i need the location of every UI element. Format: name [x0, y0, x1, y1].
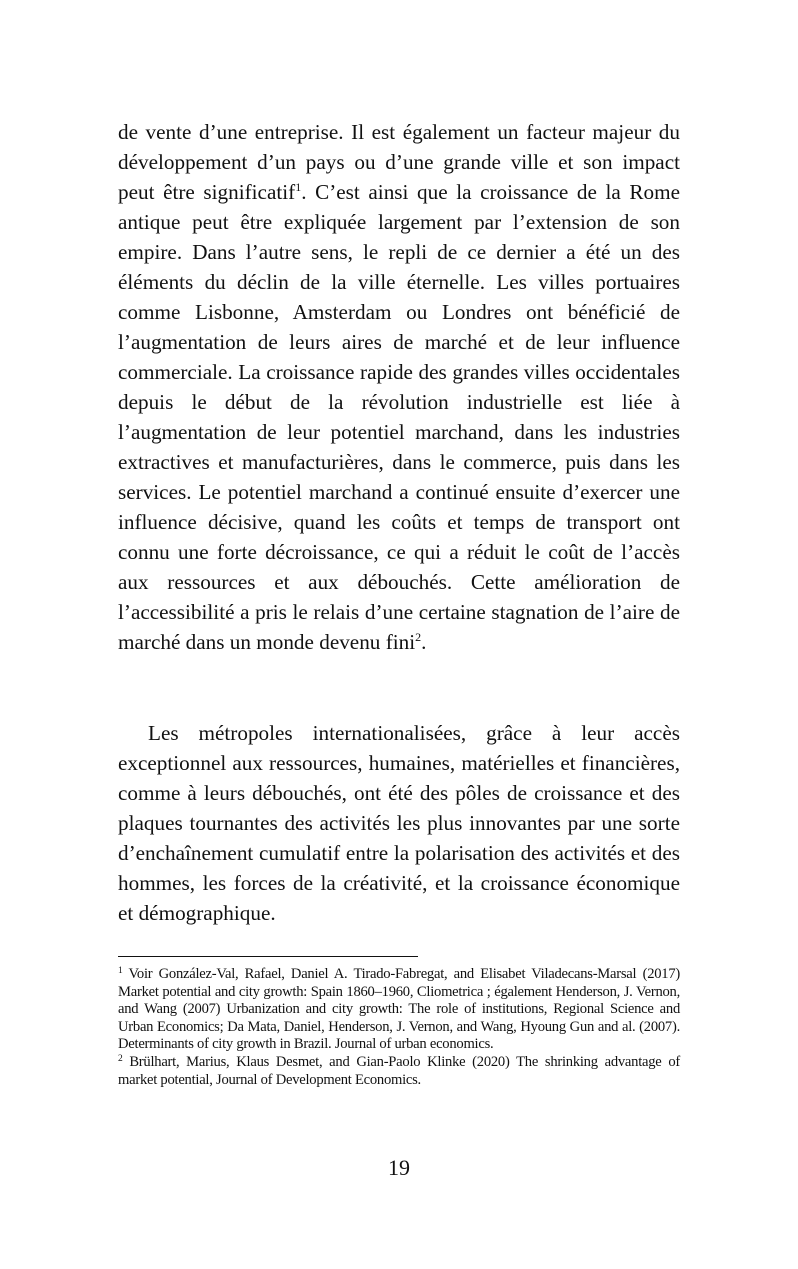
footnote-2-marker: 2	[118, 1053, 123, 1064]
body-paragraph-2: Les métropoles internationalisées, grâce à leur accès exceptionnel aux ressources, humaines, matérielles et financières, comme à leurs débouchés, ont été des pôles de croissance et des plaques tournantes des activités les plus innovantes par une sorte d’enchaînement cumulatif entre la polarisation des activités et des hommes, les forces de la créativité, et la croissance économique et démographique.	[118, 721, 680, 925]
footnote-reference-1[interactable]: 1	[295, 180, 302, 194]
paragraph-1-text-part-1: de vente d’une entreprise. Il est également un facteur majeur du développement d’un pays ou d’une grande ville et son impact peut être significatif	[118, 120, 680, 204]
footnote-2-text: Brülhart, Marius, Klaus Desmet, and Gian-Paolo Klinke (2020) The shrinking advantage of market potential, Journal of Development Economics.	[118, 1053, 680, 1088]
page-number: 19	[388, 1155, 410, 1180]
footnote-2	[118, 1054, 680, 1089]
body-paragraph-1	[118, 117, 680, 657]
paragraph-1-text-part-2: . C’est ainsi que la croissance de la Rome antique peut être expliquée largement par l’extension de son empire. Dans l’autre sens, le repli de ce dernier a été un des éléments du déclin de la ville éternelle. Les villes portuaires comme Lisbonne, Amsterdam ou Londres ont bénéficié de l’augmentation de leurs aires de marché et de leur influence commerciale. La croissance rapide des grandes villes occidentales depuis le début de la révolution industrielle est liée à l’augmentation de leur potentiel marchand, dans les industries extractives et manufacturières, dans le commerce, puis dans les services. Le potentiel marchand a continué ensuite d’exercer une influence décisive, quand les coûts et temps de transport ont connu une forte décroissance, ce qui a réduit le coût de l’accès aux ressources et aux débouchés. Cette amélioration de l’accessibilité a pris le relais d’une certaine stagnation de l’aire de marché dans un monde devenu fini	[118, 180, 680, 654]
footnote-reference-2[interactable]: 2	[415, 630, 422, 644]
footnote-1-marker: 1	[118, 966, 123, 976]
footnote-1	[118, 966, 680, 1054]
footnotes-section	[118, 966, 680, 1089]
paragraph-1-text-part-3: .	[421, 630, 427, 654]
footnote-1-text: Voir González-Val, Rafael, Daniel A. Tirado-Fabregat, and Elisabet Viladecans-Marsal (2017) Market potential and city growth: Spain 1860–1960, Cliometrica ; également Henderson, J. Vernon, and Wang (2007) Urbanization and city growth: The role of institutions, Regional Science and Urban Economics; Da Mata, Daniel, Henderson, J. Vernon, and Wang, Hyoung Gun and al. (2007). Determinants of city growth in Brazil. Journal of urban economics.	[118, 966, 680, 1053]
footnote-separator	[118, 956, 418, 957]
